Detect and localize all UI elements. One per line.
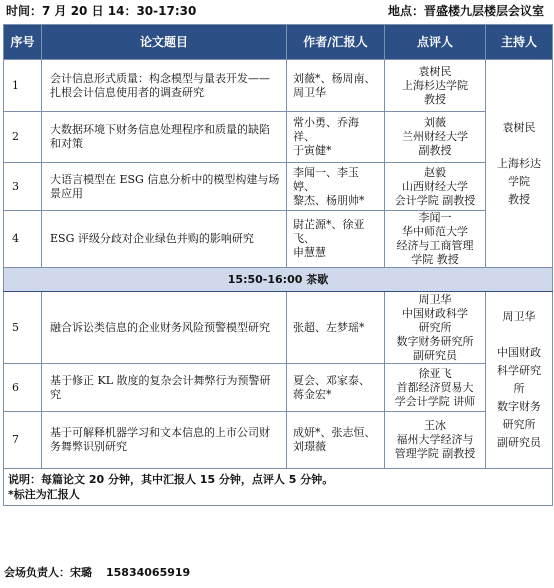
note-timing: 说明：每篇论文 20 分钟，其中汇报人 15 分钟，点评人 5 分钟。 [8,473,334,486]
row-number: 3 [4,163,42,211]
session-time: 时间：7 月 20 日 14：30-17:30 [6,4,197,18]
table-row [4,211,553,268]
paper-title: 大数据环境下财务信息处理程序和质量的缺陷和对策 [42,112,287,163]
paper-authors: 尉芷源*、徐亚飞、 申慧慧 [287,211,385,268]
paper-authors: 夏会、邓家泰、 蒋金宏* [287,364,385,412]
host-session-1: 袁树民 上海杉达 学院 教授 [486,60,553,268]
contact-phone: 15834065919 [106,566,191,579]
tea-break-row [4,268,553,292]
table-row [4,60,553,112]
col-header-reviewer: 点评人 [385,25,486,60]
col-header-host: 主持人 [486,25,553,60]
table-row [4,163,553,211]
paper-title: 大语言模型在 ESG 信息分析中的模型构建与场景应用 [42,163,287,211]
paper-authors: 成妍*、张志恒、 刘璟薇 [287,412,385,469]
row-number: 7 [4,412,42,469]
reviewer: 袁树民 上海杉达学院 教授 [385,60,486,112]
row-number: 1 [4,60,42,112]
row-number: 6 [4,364,42,412]
reviewer: 徐亚飞 首都经济贸易大 学会计学院 讲师 [385,364,486,412]
row-number: 5 [4,292,42,364]
table-header-row [4,25,553,60]
reviewer: 赵毅 山西财经大学 会计学院 副教授 [385,163,486,211]
reviewer: 刘薇 兰州财经大学 副教授 [385,112,486,163]
paper-title: ESG 评级分歧对企业绿色并购的影响研究 [42,211,287,268]
contact-person: 会场负责人：宋璐 [4,566,92,579]
paper-authors: 刘薇*、杨周南、 周卫华 [287,60,385,112]
host-session-2: 周卫华 中国财政 科学研究 所 数字财务 研究所 副研究员 [486,292,553,469]
paper-title: 会计信息形式质量：构念模型与量表开发——扎根会计信息使用者的调查研究 [42,60,287,112]
table-row [4,112,553,163]
schedule-table [3,24,553,506]
paper-title: 基于可解释机器学习和文本信息的上市公司财务舞弊识别研究 [42,412,287,469]
reviewer: 王冰 福州大学经济与 管理学院 副教授 [385,412,486,469]
paper-authors: 李闻一、李玉婷、 黎杰、杨朋帅* [287,163,385,211]
notes-row [4,469,553,506]
session-info-bar [0,0,554,22]
reviewer: 李闻一 华中师范大学 经济与工商管理 学院 教授 [385,211,486,268]
table-row [4,364,553,412]
table-row [4,292,553,364]
paper-authors: 张超、左梦瑶* [287,292,385,364]
reviewer: 周卫华 中国财政科学 研究所 数字财务研究所 副研究员 [385,292,486,364]
note-presenter-mark: *标注为汇报人 [8,488,80,501]
row-number: 2 [4,112,42,163]
tea-break-label: 15:50-16:00 茶歇 [4,268,553,292]
paper-title: 基于修正 KL 散度的复杂会计舞弊行为预警研究 [42,364,287,412]
paper-authors: 常小勇、乔海祥、 于寅健* [287,112,385,163]
notes [4,469,553,506]
session-location: 地点：晋盛楼九层楼层会议室 [387,4,544,18]
venue-contact [4,564,190,580]
paper-title: 融合诉讼类信息的企业财务风险预警模型研究 [42,292,287,364]
col-header-title: 论文题目 [42,25,287,60]
col-header-authors: 作者/汇报人 [287,25,385,60]
col-header-no: 序号 [4,25,42,60]
row-number: 4 [4,211,42,268]
table-row [4,412,553,469]
